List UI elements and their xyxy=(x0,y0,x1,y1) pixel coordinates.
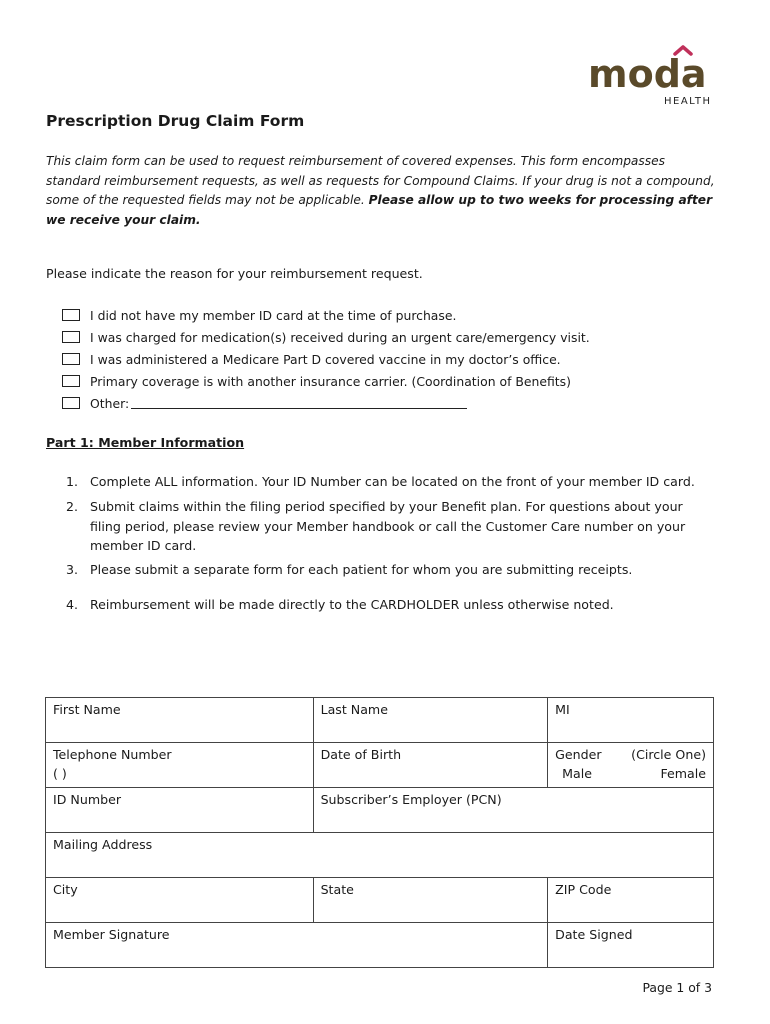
employer-label: Subscriber’s Employer (PCN) xyxy=(320,792,502,807)
circle-one-label: (Circle One) xyxy=(631,747,706,762)
signature-label: Member Signature xyxy=(53,927,170,942)
reason-option xyxy=(62,348,590,370)
id-number-label: ID Number xyxy=(53,792,122,807)
instruction-item xyxy=(66,497,706,556)
gender-male-option[interactable]: Male xyxy=(562,766,592,781)
last-name-label: Last Name xyxy=(320,702,388,717)
mi-label: MI xyxy=(555,702,570,717)
dob-label: Date of Birth xyxy=(320,747,402,762)
date-signed-field[interactable] xyxy=(548,923,714,968)
instruction-text: Submit claims within the filing period specified by your Benefit plan. For questions about your filing period, please review your Member handbook or call the Customer Care number on your member ID card. xyxy=(90,499,686,553)
date-signed-label: Date Signed xyxy=(555,927,633,942)
reason-checkbox[interactable] xyxy=(62,309,80,321)
instruction-item xyxy=(66,595,706,615)
instruction-text: Complete ALL information. Your ID Number can be located on the front of your member ID card. xyxy=(90,474,695,489)
telephone-field[interactable] xyxy=(46,743,314,788)
gender-label: Gender xyxy=(555,747,602,762)
instruction-item xyxy=(66,560,706,580)
reason-label: I did not have my member ID card at the time of purchase. xyxy=(90,307,457,323)
mailing-address-label: Mailing Address xyxy=(53,837,153,852)
zip-field[interactable] xyxy=(548,878,714,923)
intro-paragraph xyxy=(46,152,716,230)
member-info-table xyxy=(45,697,714,968)
reason-option xyxy=(62,370,590,392)
reason-checkbox[interactable] xyxy=(62,331,80,343)
gender-female-option[interactable]: Female xyxy=(660,766,706,781)
city-field[interactable] xyxy=(46,878,314,923)
signature-field[interactable] xyxy=(46,923,548,968)
reason-option xyxy=(62,304,590,326)
logo-wordmark: moda xyxy=(588,52,707,96)
last-name-field[interactable] xyxy=(313,698,548,743)
telephone-area-code: ( ) xyxy=(53,766,67,781)
instruction-number: 4. xyxy=(66,597,79,612)
zip-label: ZIP Code xyxy=(555,882,612,897)
state-field[interactable] xyxy=(313,878,548,923)
id-number-field[interactable] xyxy=(46,788,314,833)
instruction-number: 1. xyxy=(66,474,79,489)
reason-option-other xyxy=(62,392,590,414)
page-number: Page 1 of 3 xyxy=(642,980,712,995)
reason-option xyxy=(62,326,590,348)
instruction-text: Reimbursement will be made directly to the CARDHOLDER unless otherwise noted. xyxy=(90,597,614,612)
intro-text: This claim form can be used to request reimbursement of covered expenses. This form encompasses standard reimbursement requests, as well as requests for Compound Claims. If your drug is not a compound, some of the requested fields may not be applicable. xyxy=(46,154,715,207)
mi-field[interactable] xyxy=(548,698,714,743)
reason-label: Primary coverage is with another insurance carrier. (Coordination of Benefits) xyxy=(90,373,571,389)
instruction-number: 2. xyxy=(66,499,79,514)
logo-subtitle: HEALTH xyxy=(664,96,712,107)
part1-heading: Part 1: Member Information xyxy=(46,435,245,450)
state-label: State xyxy=(320,882,354,897)
city-label: City xyxy=(53,882,78,897)
reason-checkbox-list xyxy=(62,304,590,414)
moda-health-logo xyxy=(588,44,718,112)
reason-label: Other: xyxy=(90,395,130,411)
reason-label: I was charged for medication(s) received during an urgent care/emergency visit. xyxy=(90,329,590,345)
telephone-label: Telephone Number xyxy=(53,747,172,762)
instruction-number: 3. xyxy=(66,562,79,577)
reason-prompt: Please indicate the reason for your reimbursement request. xyxy=(46,266,423,281)
page-title: Prescription Drug Claim Form xyxy=(46,112,305,130)
other-reason-line[interactable] xyxy=(131,397,467,409)
mailing-address-field[interactable] xyxy=(46,833,714,878)
instruction-text: Please submit a separate form for each patient for whom you are submitting receipts. xyxy=(90,562,633,577)
reason-checkbox[interactable] xyxy=(62,397,80,409)
employer-field[interactable] xyxy=(313,788,713,833)
first-name-label: First Name xyxy=(53,702,121,717)
dob-field[interactable] xyxy=(313,743,548,788)
instruction-item xyxy=(66,472,706,492)
gender-field xyxy=(548,743,714,788)
first-name-field[interactable] xyxy=(46,698,314,743)
reason-label: I was administered a Medicare Part D covered vaccine in my doctor’s office. xyxy=(90,351,561,367)
reason-checkbox[interactable] xyxy=(62,375,80,387)
reason-checkbox[interactable] xyxy=(62,353,80,365)
intro-bold-text: Please allow up to two weeks for processing after we receive your claim. xyxy=(46,193,713,227)
